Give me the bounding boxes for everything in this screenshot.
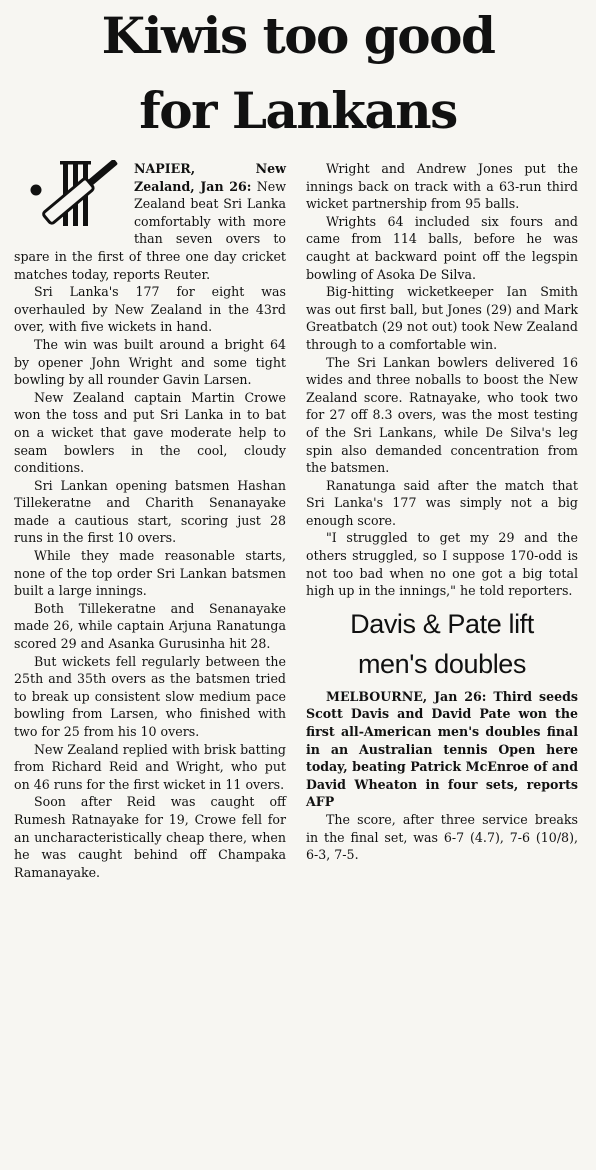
- article-paragraph: New Zealand replied with brisk batting from Richard Reid and Wright, who put on 46 runs for the first wicket in 11 overs.: [14, 741, 286, 792]
- article-paragraph: While they made reasonable starts, none of the top order Sri Lankan batsmen built a large innings.: [14, 548, 286, 599]
- dateline: NAPIER, New Zealand, Jan 26:: [134, 161, 286, 194]
- cricket-stumps-bat-ball-icon: [14, 160, 130, 242]
- article-paragraph: The win was built around a bright 64 by opener John Wright and some tight bowling by all rounder Gavin Larsen.: [14, 336, 286, 388]
- paragraph-text: Third seeds Scott Davis and David Pate won the first all-American men's doubles final in an Australian tennis Open here today, beating Patrick McEnroe of and David Wheaton in four sets, reports AFP: [306, 688, 579, 810]
- article-paragraph: Wrights 64 included six fours and came from 114 balls, before he was caught at backward point off the legspin bowling of Asoka De Silva.: [306, 213, 578, 282]
- second-headline-line-1: Davis & Pate lift: [350, 608, 534, 639]
- headline-line-2: for Lankans: [139, 81, 457, 140]
- article-column-1: [14, 160, 286, 881]
- article-paragraph: Sri Lanka's 177 for eight was overhauled by New Zealand in the 43rd over, with five wickets in hand.: [14, 284, 286, 335]
- article-paragraph: Sri Lankan opening batsmen Hashan Tillekeratne and Charith Senanayake made a cautious start, scoring just 28 runs in the first 10 overs.: [14, 477, 286, 546]
- article-paragraph: Soon after Reid was caught off Rumesh Ratnayake for 19, Crowe fell for an uncharacteristically cheap there, when he was caught behind off Champaka Ramanayake.: [14, 794, 286, 880]
- article-paragraph: Both Tillekeratne and Senanayake made 26, while captain Arjuna Ranatunga scored 29 and Asanka Gurusinha hit 28.: [14, 600, 286, 652]
- headline-line-1: Kiwis too good: [101, 6, 495, 65]
- article-paragraph: The Sri Lankan bowlers delivered 16 wides and three noballs to boost the New Zealand score. Ratnayake, who took two for 27 off 8.3 overs, was the most testing of the Sri Lankans, while De Silva's leg spin also demanded concentration from the batsmen.: [306, 354, 578, 476]
- article-paragraph: But wickets fell regularly between the 25th and 35th overs as the batsmen tried to break up consistent slow medium pace bowling from Larsen, who finished with two for 25 from his 10 overs.: [14, 653, 286, 739]
- article-paragraph: New Zealand captain Martin Crowe won the toss and put Sri Lanka in to bat on a wicket that gave moderate help to seam bowlers in the cool, cloudy conditions.: [14, 389, 286, 476]
- article-paragraph: Wright and Andrew Jones put the innings back on track with a 63-run third wicket partnership from 95 balls.: [306, 161, 578, 212]
- article-paragraph: "I struggled to get my 29 and the others struggled, so I suppose 170-odd is not too bad when no one got a big total high up in the innings," he told reporters.: [306, 530, 578, 599]
- article-paragraph: Ranatunga said after the match that Sri Lanka's 177 was simply not a big enough score.: [306, 477, 578, 528]
- dateline: MELBOURNE, Jan 26:: [326, 688, 487, 704]
- tennis-score-paragraph: The score, after three service breaks in the final set, was 6-7 (4.7), 7-6 (10/8), 6-3, 7-5.: [306, 812, 578, 863]
- article-column-2: [306, 160, 578, 864]
- tennis-lead-paragraph: [306, 688, 578, 811]
- article-paragraph: Big-hitting wicketkeeper Ian Smith was out first ball, but Jones (29) and Mark Greatbatch (29 not out) took New Zealand through to a comfortable win.: [306, 284, 578, 352]
- paragraph-text: New Zealand beat Sri Lanka comfortably with more than seven overs to spare in the first of three one day cricket matches today, reports Reuter.: [14, 178, 286, 282]
- second-headline-line-2: men's doubles: [357, 648, 527, 679]
